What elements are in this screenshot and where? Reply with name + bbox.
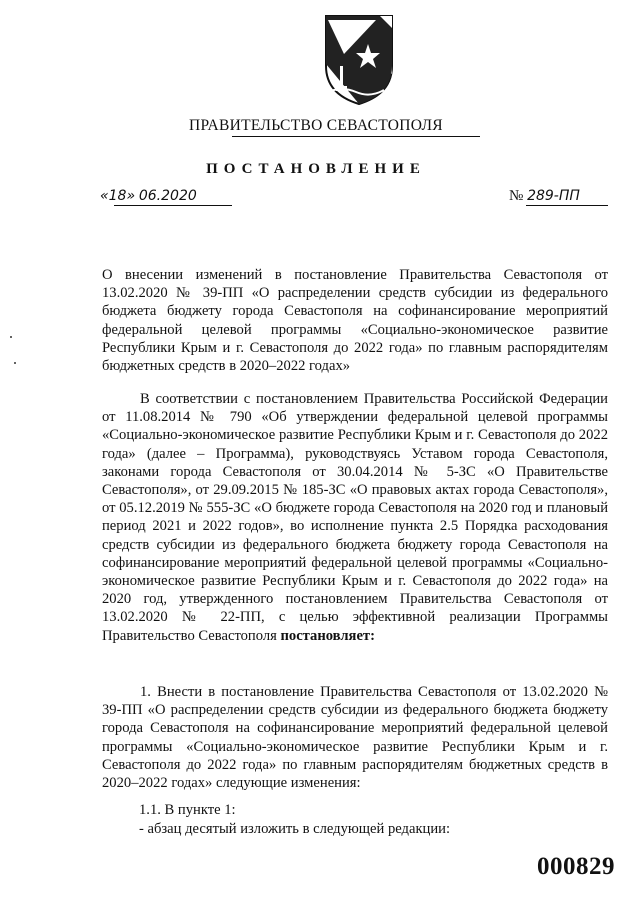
item-1-1-bullet: - абзац десятый изложить в следующей редакции: bbox=[139, 821, 451, 837]
item-1-paragraph bbox=[102, 683, 608, 792]
date-day: 18 bbox=[108, 188, 127, 204]
document-number bbox=[509, 188, 580, 205]
preamble-text: В соответствии с постановлением Правительства Российской Федерации от 11.08.2014 № 790 «Об утверждении федеральной целевой программы «Социально-экономическое развитие Республики Крым и г. Севастополя до 2022 года» (далее – Программа), руководствуясь Уставом города Севастополя, законами города Севастополя от 30.04.2014 № 5-ЗС «О Правительстве Севастополя», от 29.09.2015 № 185-ЗС «О правовых актах города Севастополя», от 05.12.2019 № 555-ЗС «О бюджете города Севастополя на 2020 год и плановый период 2021 и 2022 годов», во исполнение пункта 2.5 Порядка расходования средств субсидии из федерального бюджета бюджету города Севастополя на софинансирование мероприятий федеральной целевой программы «Социально-экономическое развитие Республики Крым и г. Севастополя до 2022 года» на 2020 год, утвержденного постановлением Правительства Севастополя от 13.02.2020 № 22-ПП, с целью эффективной реализации Программы Правительство Севастополя bbox=[102, 391, 608, 644]
preamble-paragraph bbox=[102, 390, 608, 645]
document-title: О внесении изменений в постановление Правительства Севастополя от 13.02.2020 № 39-ПП «О распределении средств субсидии из федерального бюджета бюджету города Севастополя на софинансирование мероприятий федеральной целевой программы «Социально-экономическое развитие Республики Крым и г. Севастополя до 2022 года» по главным распорядителям бюджетных средств в 2020–2022 годах» bbox=[102, 267, 608, 375]
header-divider bbox=[232, 136, 480, 137]
item-1-1: 1.1. В пункте 1: bbox=[139, 802, 236, 818]
resolves-word: постановляет: bbox=[280, 627, 375, 644]
sevastopol-coat-of-arms-icon bbox=[322, 14, 396, 106]
item-1-text: 1. Внести в постановление Правительства Севастополя от 13.02.2020 № 39-ПП «О распределении средств субсидии из федерального бюджета бюджету города Севастополя на софинансирование мероприятий федеральной целевой программы «Социально-экономическое развитие Республики Крым и г. Севастополя до 2022 года» по главным распорядителям бюджетных средств в 2020–2022 годах» следующие изменения: bbox=[102, 684, 608, 792]
document-type: ПОСТАНОВЛЕНИЕ bbox=[206, 161, 426, 177]
date-close-quote: » bbox=[126, 188, 136, 204]
scan-speck bbox=[14, 362, 16, 364]
number-value: 289-ПП bbox=[527, 188, 580, 204]
date-month-year: 06.2020 bbox=[138, 188, 197, 204]
organization-name: ПРАВИТЕЛЬСТВО СЕВАСТОПОЛЯ bbox=[189, 117, 443, 134]
number-underline bbox=[526, 205, 608, 206]
document-date bbox=[100, 188, 197, 205]
number-label: № bbox=[509, 188, 524, 204]
date-underline bbox=[114, 205, 232, 206]
date-open-quote: « bbox=[100, 188, 109, 204]
serial-number: 000829 bbox=[537, 853, 615, 880]
scan-speck bbox=[10, 336, 12, 338]
